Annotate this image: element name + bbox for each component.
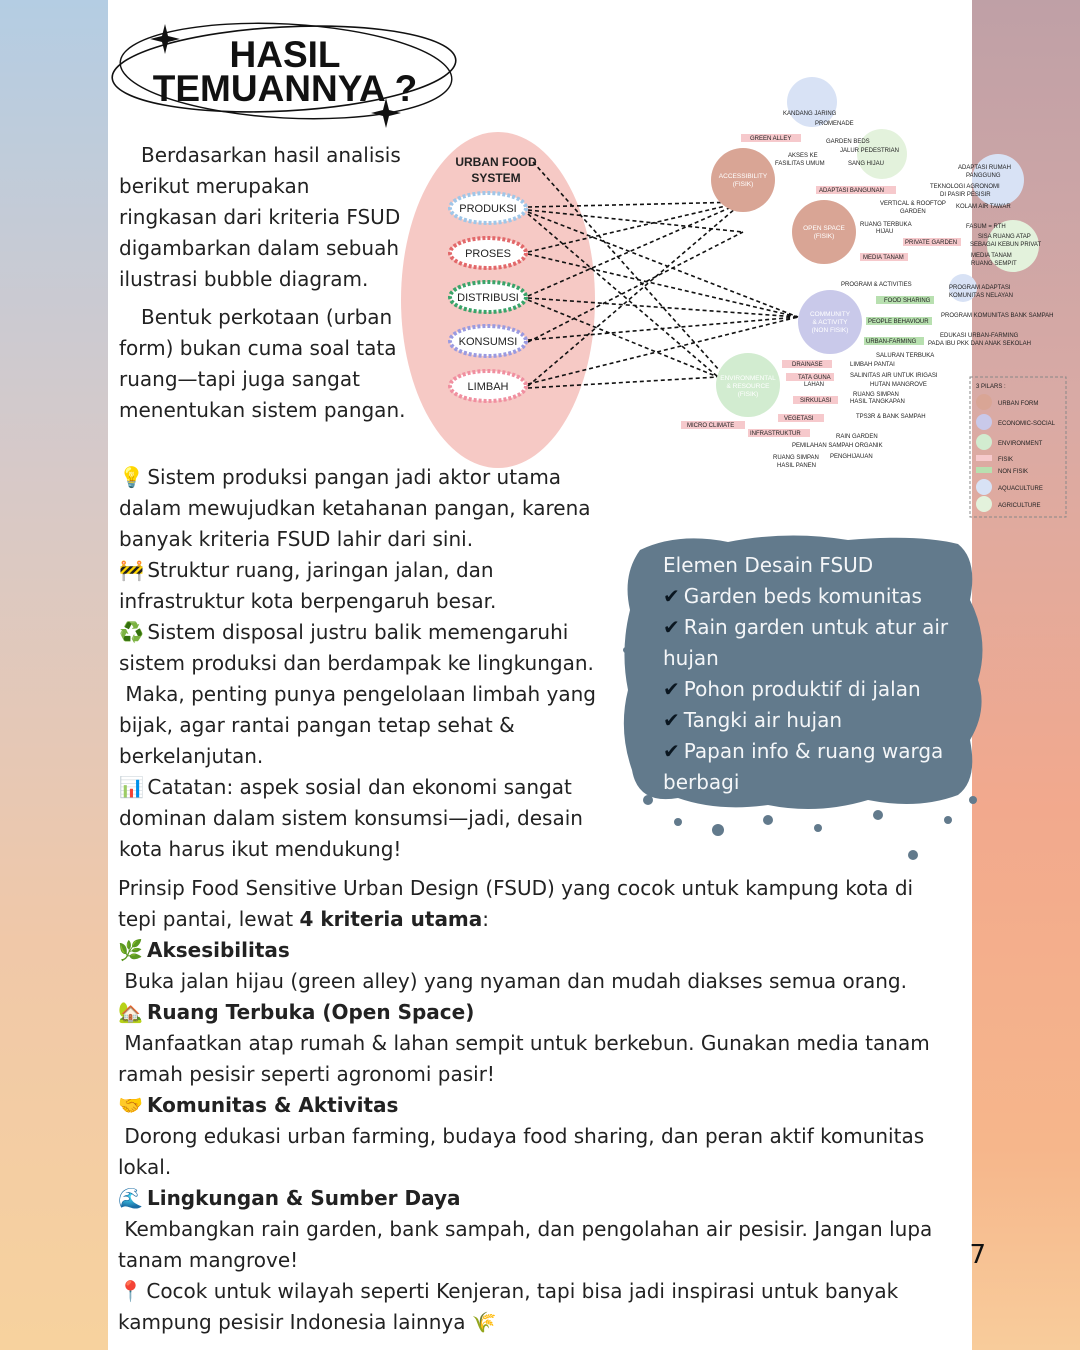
svg-text:& ACTIVITY: & ACTIVITY <box>812 319 848 326</box>
svg-text:KOLAM AIR TAWAR: KOLAM AIR TAWAR <box>956 204 1011 210</box>
handshake-icon: 🤝 <box>118 1093 143 1117</box>
svg-text:PEOPLE BEHAVIOUR: PEOPLE BEHAVIOUR <box>868 319 929 325</box>
svg-text:PRIVATE GARDEN: PRIVATE GARDEN <box>905 240 958 246</box>
svg-text:ACCESSIBILITY: ACCESSIBILITY <box>718 173 768 180</box>
finding-item: Maka, penting punya pengelolaan limbah yang bijak, agar rantai pangan tetap sehat & berkelanjutan. <box>119 682 596 768</box>
bubble-diagram <box>398 72 1056 527</box>
house-garden-icon: 🏡 <box>118 1000 143 1024</box>
svg-text:FASILITAS UMUM: FASILITAS UMUM <box>775 161 825 167</box>
criterion-heading: 🤝 Komunitas & Aktivitas <box>118 1090 938 1121</box>
svg-text:AQUACULTURE: AQUACULTURE <box>998 486 1043 492</box>
system-title-line1: URBAN FOOD <box>455 155 537 169</box>
svg-text:AKSES KE: AKSES KE <box>788 153 818 159</box>
stage-label: PROSES <box>465 248 511 260</box>
svg-text:HIJAU: HIJAU <box>876 229 894 235</box>
svg-text:HASIL TANGKAPAN: HASIL TANGKAPAN <box>850 399 905 405</box>
rice-icon: 🌾 <box>471 1310 497 1334</box>
svg-text:FOOD SHARING: FOOD SHARING <box>884 298 931 304</box>
svg-text:PROGRAM & ACTIVITIES: PROGRAM & ACTIVITIES <box>841 282 912 288</box>
svg-text:LAHAN: LAHAN <box>804 382 825 388</box>
criteria-section <box>118 873 938 1338</box>
svg-text:URBAN-FARMING: URBAN-FARMING <box>866 339 917 345</box>
svg-text:FISIK: FISIK <box>998 457 1014 463</box>
svg-text:ADAPTASI BANGUNAN: ADAPTASI BANGUNAN <box>819 188 884 194</box>
page-number: 7 <box>969 1240 986 1270</box>
lightbulb-icon: 💡 <box>119 465 144 489</box>
pin-icon: 📍 <box>118 1279 143 1303</box>
svg-text:GARDEN: GARDEN <box>900 209 926 215</box>
svg-text:DI PASIR PESISIR: DI PASIR PESISIR <box>940 192 991 198</box>
svg-text:PADA IBU PKK DAN ANAK SEKOLAH: PADA IBU PKK DAN ANAK SEKOLAH <box>928 341 1031 347</box>
design-element-item: ✔ Papan info & ruang warga berbagi <box>663 739 944 794</box>
page-title: HASIL TEMUANNYA ? <box>152 34 418 109</box>
svg-text:MEDIA TANAM: MEDIA TANAM <box>863 255 904 261</box>
svg-text:(FISIK): (FISIK) <box>732 181 754 188</box>
svg-text:PENGHIJAUAN: PENGHIJAUAN <box>830 454 873 460</box>
svg-text:PEMILAHAN SAMPAH ORGANIK: PEMILAHAN SAMPAH ORGANIK <box>792 443 883 449</box>
svg-text:MICRO CLIMATE: MICRO CLIMATE <box>687 423 735 429</box>
svg-text:EDUKASI URBAN-FARMING: EDUKASI URBAN-FARMING <box>940 333 1019 339</box>
svg-text:RUANG SIMPAN: RUANG SIMPAN <box>773 455 819 461</box>
svg-text:INFRASTRUKTUR: INFRASTRUKTUR <box>750 431 801 437</box>
stage-label: LIMBAH <box>467 381 509 393</box>
svg-text:(FISIK): (FISIK) <box>737 391 759 398</box>
criterion-description: Dorong edukasi urban farming, budaya food sharing, dan peran aktif komunitas lokal. <box>118 1124 925 1179</box>
svg-text:SIRKULASI: SIRKULASI <box>800 398 832 404</box>
finding-item: ♻️ Sistem disposal justru balik memengaruhi sistem produksi dan berdampak ke lingkungan. <box>119 617 624 679</box>
svg-text:PANGGUNG: PANGGUNG <box>966 173 1001 179</box>
svg-text:ENVIRONMENT: ENVIRONMENT <box>998 441 1043 447</box>
intro-paragraph: Berdasarkan hasil analisis berikut merupakan ringkasan dari kriteria FSUD digambarkan dalam sebuah ilustrasi bubble diagram. <box>119 143 401 291</box>
stage-label: DISTRIBUSI <box>457 292 519 304</box>
criterion-heading: 🌿 Aksesibilitas <box>118 935 938 966</box>
criterion-heading: 🏡 Ruang Terbuka (Open Space) <box>118 997 938 1028</box>
svg-text:TEKNOLOGI AGRONOMI: TEKNOLOGI AGRONOMI <box>930 184 1000 190</box>
svg-text:LIMBAH PANTAI: LIMBAH PANTAI <box>850 362 895 368</box>
system-title-line2: SYSTEM <box>471 171 521 185</box>
finding-item: 🚧 Struktur ruang, jaringan jalan, dan infrastruktur kota berpengaruh besar. <box>119 555 624 617</box>
checkmark-icon: ✔ <box>663 677 680 701</box>
finding-item: 💡 Sistem produksi pangan jadi aktor utama dalam mewujudkan ketahanan pangan, karena banyak kriteria FSUD lahir dari sini. <box>119 462 624 555</box>
svg-text:COMMUNITY: COMMUNITY <box>809 311 851 318</box>
svg-text:TATA GUNA: TATA GUNA <box>798 375 831 381</box>
svg-text:HUTAN MANGROVE: HUTAN MANGROVE <box>870 382 927 388</box>
svg-text:ADAPTASI RUMAH: ADAPTASI RUMAH <box>958 165 1011 171</box>
svg-text:PROMENADE: PROMENADE <box>815 121 854 127</box>
svg-text:ECONOMIC-SOCIAL: ECONOMIC-SOCIAL <box>998 421 1056 427</box>
svg-text:SANG HIJAU: SANG HIJAU <box>848 161 885 167</box>
svg-text:NON FISIK: NON FISIK <box>998 469 1029 475</box>
svg-text:FASUM = RTH: FASUM = RTH <box>966 224 1006 230</box>
closing-note: 📍 Cocok untuk wilayah seperti Kenjeran, tapi bisa jadi inspirasi untuk banyak kampung pesisir Indonesia lainnya 🌾 <box>118 1276 938 1338</box>
svg-text:DRAINASE: DRAINASE <box>792 362 823 368</box>
design-element-item: ✔ Tangki air hujan <box>663 708 843 732</box>
svg-text:PROGRAM ADAPTASI: PROGRAM ADAPTASI <box>949 285 1011 291</box>
svg-text:RAIN GARDEN: RAIN GARDEN <box>836 434 878 440</box>
design-element-item: ✔ Garden beds komunitas <box>663 584 922 608</box>
svg-text:SISA RUANG ATAP: SISA RUANG ATAP <box>978 234 1031 240</box>
svg-text:RUANG SEMPIT: RUANG SEMPIT <box>971 261 1017 267</box>
chart-icon: 📊 <box>119 775 144 799</box>
svg-text:RUANG SIMPAN: RUANG SIMPAN <box>853 392 899 398</box>
svg-text:AGRICULTURE: AGRICULTURE <box>998 503 1041 509</box>
svg-text:GREEN ALLEY: GREEN ALLEY <box>750 136 792 142</box>
criterion-description: Manfaatkan atap rumah & lahan sempit untuk berkebun. Gunakan media tanam ramah pesisir seperti agronomi pasir! <box>118 1031 930 1086</box>
svg-text:URBAN FORM: URBAN FORM <box>998 401 1039 407</box>
svg-text:KANDANG JARING: KANDANG JARING <box>783 111 837 117</box>
finding-item: 📊 Catatan: aspek sosial dan ekonomi sangat dominan dalam sistem konsumsi—jadi, desain kota harus ikut mendukung! <box>119 772 624 865</box>
stage-label: KONSUMSI <box>458 336 518 348</box>
svg-text:HASIL PANEN: HASIL PANEN <box>777 463 817 469</box>
svg-text:(FISIK): (FISIK) <box>813 233 835 240</box>
criteria-intro: Prinsip Food Sensitive Urban Design (FSUD) yang cocok untuk kampung kota di tepi pantai, lewat 4 kriteria utama: <box>118 876 914 931</box>
page <box>108 0 1056 1350</box>
wave-icon: 🌊 <box>118 1186 143 1210</box>
checkmark-icon: ✔ <box>663 584 680 608</box>
construction-icon: 🚧 <box>119 558 144 582</box>
svg-text:MEDIA TANAM: MEDIA TANAM <box>971 253 1012 259</box>
design-elements-title: Elemen Desain FSUD <box>663 553 874 577</box>
design-elements-list <box>663 550 963 798</box>
svg-text:SALURAN TERBUKA: SALURAN TERBUKA <box>876 353 935 359</box>
svg-text:JALUR PEDESTRIAN: JALUR PEDESTRIAN <box>840 148 900 154</box>
svg-text:3 PILARS :: 3 PILARS : <box>976 384 1006 390</box>
svg-text:(NON FISIK): (NON FISIK) <box>811 327 849 334</box>
svg-text:VEGETASI: VEGETASI <box>784 416 814 422</box>
svg-text:KOMUNITAS NELAYAN: KOMUNITAS NELAYAN <box>949 293 1014 299</box>
checkmark-icon: ✔ <box>663 708 680 732</box>
svg-text:SALINITAS AIR UNTUK IRIGASI: SALINITAS AIR UNTUK IRIGASI <box>850 373 938 379</box>
svg-text:PROGRAM KOMUNITAS BANK SAMPAH: PROGRAM KOMUNITAS BANK SAMPAH <box>941 313 1054 319</box>
intro-text <box>119 140 409 433</box>
svg-text:& RESOURCE: & RESOURCE <box>726 383 770 390</box>
svg-text:VERTICAL & ROOFTOP: VERTICAL & ROOFTOP <box>880 201 946 207</box>
herb-icon: 🌿 <box>118 938 143 962</box>
svg-text:TPS3R & BANK SAMPAH: TPS3R & BANK SAMPAH <box>856 414 926 420</box>
intro-paragraph: Bentuk perkotaan (urban form) bukan cuma soal tata ruang—tapi juga sangat menentukan sistem pangan. <box>119 305 406 422</box>
criterion-description: Buka jalan hijau (green alley) yang nyaman dan mudah diakses semua orang. <box>124 969 907 993</box>
checkmark-icon: ✔ <box>663 739 680 763</box>
background-left <box>0 0 108 1350</box>
svg-text:OPEN SPACE: OPEN SPACE <box>803 225 845 232</box>
svg-text:SEBAGAI KEBUN PRIVAT: SEBAGAI KEBUN PRIVAT <box>970 242 1042 248</box>
stage-label: PRODUKSI <box>459 203 517 215</box>
svg-text:ENVIRONMENTAL: ENVIRONMENTAL <box>720 375 776 382</box>
design-element-item: ✔ Pohon produktif di jalan <box>663 677 921 701</box>
criterion-heading: 🌊 Lingkungan & Sumber Daya <box>118 1183 938 1214</box>
design-element-item: ✔ Rain garden untuk atur air hujan <box>663 615 949 670</box>
svg-text:GARDEN BEDS: GARDEN BEDS <box>826 139 870 145</box>
criterion-description: Kembangkan rain garden, bank sampah, dan pengolahan air pesisir. Jangan lupa tanam mangrove! <box>118 1217 933 1272</box>
svg-text:RUANG TERBUKA: RUANG TERBUKA <box>860 222 912 228</box>
checkmark-icon: ✔ <box>663 615 680 639</box>
recycle-icon: ♻️ <box>119 620 144 644</box>
